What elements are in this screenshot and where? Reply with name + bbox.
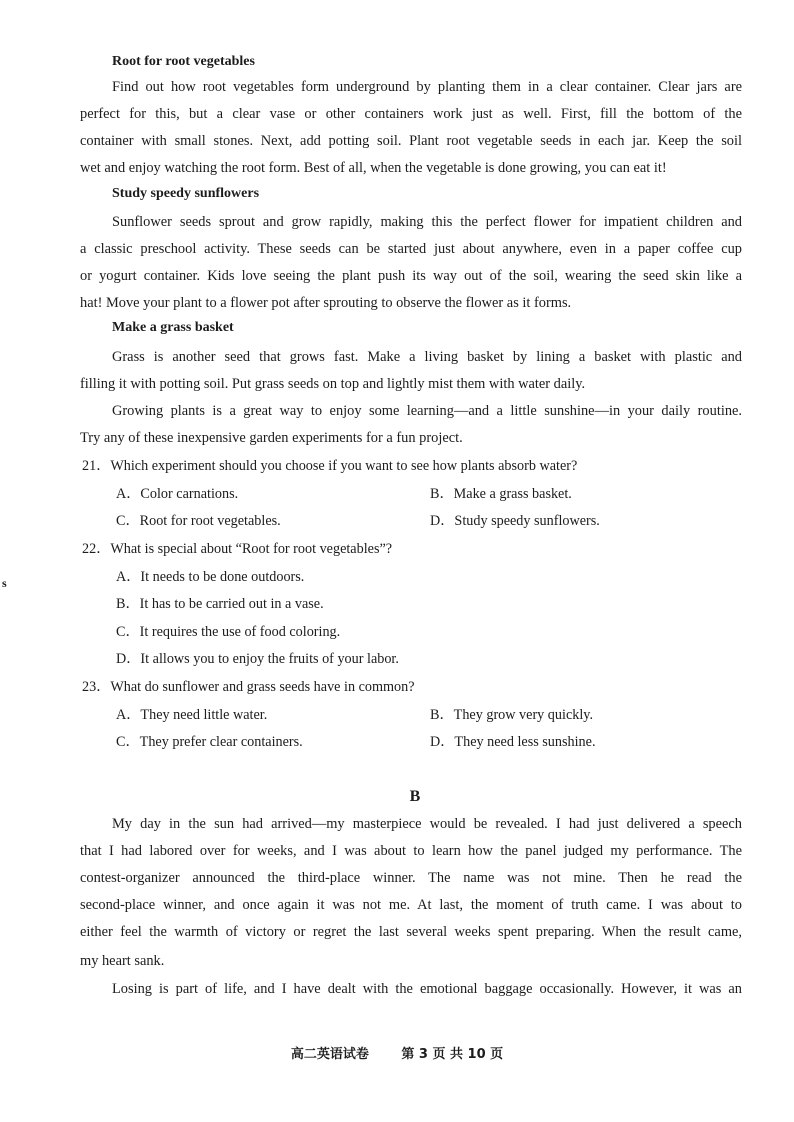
passage-line: wet and enjoy watching the root form. Best of all, when the vegetable is done growing, you can eat it! [80,160,667,176]
passage-line: Losing is part of life, and I have dealt with the emotional baggage occasionally. However, it was an [112,981,742,997]
passage-line: Growing plants is a great way to enjoy some learning—and a little sunshine—in your daily routine. [112,403,742,419]
answer-option: D．They need less sunshine. [430,734,596,750]
margin-mark: s [2,576,7,590]
passage-line: Try any of these inexpensive garden experiments for a fun project. [80,430,463,446]
passage-line: container with small stones. Next, add potting soil. Plant root vegetable seeds in each jar. Keep the soil [80,133,742,149]
passage-line: My day in the sun had arrived—my masterpiece would be revealed. I had just delivered a speech [112,816,742,832]
answer-option: B．Make a grass basket. [430,486,572,502]
section-heading: Make a grass basket [112,320,234,335]
footer-title: 高二英语试卷 [290,1047,369,1062]
passage-line: hat! Move your plant to a flower pot after sprouting to observe the flower as it forms. [80,295,572,311]
answer-option: C．It requires the use of food coloring. [116,624,341,640]
question-stem: 23．What do sunflower and grass seeds have in common? [82,679,415,695]
passage-line: either feel the warmth of victory or regret the last several weeks spent preparing. When the result came, [80,924,742,940]
passage-line: perfect for this, but a clear vase or other containers work just as well. First, fill the bottom of the [80,106,742,122]
passage-line: Grass is another seed that grows fast. Make a living basket by lining a basket with plastic and [112,349,742,365]
passage-line: contest-organizer announced the third-place winner. The name was not mine. Then he read the [80,870,742,886]
answer-option: D．It allows you to enjoy the fruits of your labor. [116,651,399,667]
section-heading: Root for root vegetables [112,54,255,69]
passage-line: a classic preschool activity. These seeds can be started just about anywhere, even in a paper coffee cup [80,241,742,257]
answer-option: B．They grow very quickly. [430,707,593,723]
answer-option: C．Root for root vegetables. [116,513,281,529]
answer-option: A．It needs to be done outdoors. [116,569,305,585]
section-heading: Study speedy sunflowers [112,186,260,201]
passage-b-heading: B [409,788,421,805]
passage-line: Sunflower seeds sprout and grow rapidly, making this the perfect flower for impatient children and [112,214,742,230]
passage-line: second-place winner, and once again it was not me. At last, the moment of truth came. I was about to [80,897,742,913]
passage-line: or yogurt container. Kids love seeing the plant push its way out of the soil, wearing the seed skin like a [80,268,742,284]
question-stem: 22．What is special about “Root for root vegetables”? [82,541,393,557]
answer-option: B．It has to be carried out in a vase. [116,596,324,612]
answer-option: A．Color carnations. [116,486,239,502]
page-footer [0,1043,794,1062]
passage-line: Find out how root vegetables form underground by planting them in a clear container. Clear jars are [112,79,742,95]
passage-line: my heart sank. [80,953,165,969]
page-number: 第 3 页 共 10 页 [401,1047,504,1062]
passage-line: filling it with potting soil. Put grass seeds on top and lightly mist them with water daily. [80,376,586,392]
answer-option: D．Study speedy sunflowers. [430,513,600,529]
answer-option: A．They need little water. [116,707,268,723]
passage-line: that I had labored over for weeks, and I was about to learn how the panel judged my performance. The [80,843,742,859]
answer-option: C．They prefer clear containers. [116,734,303,750]
question-stem: 21．Which experiment should you choose if you want to see how plants absorb water? [82,458,578,474]
